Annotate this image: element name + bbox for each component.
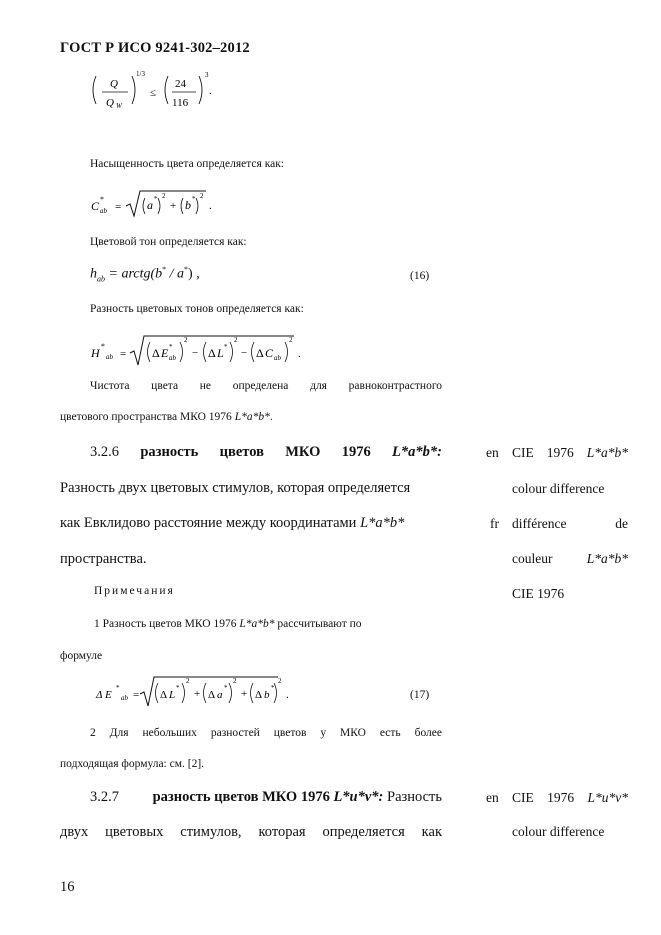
svg-text:*: * xyxy=(101,342,105,351)
svg-text:*: * xyxy=(100,195,104,204)
svg-text:*: * xyxy=(154,195,158,203)
svg-text:Δ E: Δ E xyxy=(96,689,112,701)
term-3-2-6-line-3: как Евклидово расстояние между координатами L*a*b* xyxy=(60,515,405,531)
svg-text:+: + xyxy=(241,688,248,700)
svg-text:C: C xyxy=(91,199,100,213)
term-3-2-7-line-1: 3.2.7 разность цветов МКО 1976 L*u*v*: Разность xyxy=(90,789,442,805)
svg-text:Δ: Δ xyxy=(208,689,216,701)
hue-def-text: Цветовой тон определяется как: xyxy=(90,236,247,248)
lang-en-2: en xyxy=(486,790,499,805)
lang-fr: fr xyxy=(490,516,499,531)
svg-text:2: 2 xyxy=(200,192,204,200)
svg-text:=: = xyxy=(120,348,127,360)
svg-text:*: * xyxy=(176,684,180,692)
svg-text:*: * xyxy=(224,684,228,692)
purity-line-1: Чистота цвета не определена для равноконтрастного xyxy=(90,380,442,392)
svg-text:2: 2 xyxy=(234,336,238,344)
svg-text:W: W xyxy=(116,102,122,110)
note-1-line-1: 1 Разность цветов МКО 1976 L*a*b* рассчитывают по xyxy=(94,618,362,630)
svg-text:.: . xyxy=(298,348,301,360)
en-term-2-line-1: CIE 1976 L*u*v* xyxy=(512,790,628,805)
svg-text:*: * xyxy=(192,195,196,203)
svg-text:L: L xyxy=(169,689,176,701)
fr-term-line-3: CIE 1976 xyxy=(512,586,565,601)
svg-text:*: * xyxy=(169,343,173,351)
svg-text:+: + xyxy=(170,200,177,212)
note-1-line-2: формуле xyxy=(60,650,103,662)
svg-text:*: * xyxy=(224,343,228,351)
hue-diff-def-text: Разность цветовых тонов определяется как: xyxy=(90,303,304,315)
svg-text:2: 2 xyxy=(186,677,190,685)
svg-text:b: b xyxy=(264,689,270,701)
svg-text:2: 2 xyxy=(162,192,166,200)
svg-text:=: = xyxy=(133,689,140,701)
svg-text:1/3: 1/3 xyxy=(136,70,145,78)
svg-text:2: 2 xyxy=(233,677,237,685)
svg-text:a: a xyxy=(217,689,223,701)
term-3-2-7-line-2: двух цветовых стимулов, которая определяется как xyxy=(60,824,442,840)
equation-number-17: (17) xyxy=(410,689,430,701)
formula-hue: $h_{ab}$ = arctg(b* / a*) , xyxy=(90,265,200,284)
saturation-text: Насыщенность цвета определяется как: xyxy=(90,158,284,170)
svg-text:L: L xyxy=(217,346,224,360)
svg-text:ab: ab xyxy=(121,694,128,702)
svg-text:2: 2 xyxy=(278,677,282,685)
svg-text:.: . xyxy=(286,689,289,701)
formula-hue-difference xyxy=(88,333,308,369)
svg-text:2: 2 xyxy=(184,336,188,344)
svg-text:3: 3 xyxy=(205,71,209,79)
svg-text:Δ: Δ xyxy=(208,346,216,360)
page-header: ГОСТ Р ИСО 9241-302–2012 xyxy=(60,40,250,56)
svg-text:C: C xyxy=(265,346,274,360)
svg-text:H: H xyxy=(91,346,100,360)
svg-text:.: . xyxy=(209,85,212,97)
formula-delta-e xyxy=(94,674,294,710)
en-term-1-line-1: CIE 1976 L*a*b* xyxy=(512,445,628,460)
svg-text:Δ: Δ xyxy=(152,346,160,360)
svg-text:Δ: Δ xyxy=(160,689,168,701)
fr-term-line-2: couleur L*a*b* xyxy=(512,551,628,566)
formula-qw: Q xyxy=(106,97,114,109)
svg-text:a: a xyxy=(147,198,153,212)
svg-text:b: b xyxy=(185,198,191,212)
note-2-line-2: подходящая формула: см. [2]. xyxy=(60,758,205,770)
svg-text:Δ: Δ xyxy=(255,689,263,701)
lang-en-1: en xyxy=(486,445,499,460)
svg-text:≤: ≤ xyxy=(150,87,157,99)
svg-text:2: 2 xyxy=(289,336,293,344)
term-3-2-6-line-4: пространства. xyxy=(60,551,147,567)
svg-text:24: 24 xyxy=(175,78,186,90)
notes-title: Примечания xyxy=(94,585,175,597)
svg-text:ab: ab xyxy=(100,207,107,215)
formula-q: Q xyxy=(110,78,118,90)
svg-text:ab: ab xyxy=(274,354,281,362)
svg-text:*: * xyxy=(271,684,275,692)
svg-text:Δ: Δ xyxy=(256,346,264,360)
svg-text:.: . xyxy=(209,200,212,212)
equation-number-16: (16) xyxy=(410,270,430,282)
svg-text:E: E xyxy=(161,346,169,360)
formula-q-ratio xyxy=(88,66,228,114)
svg-text:+: + xyxy=(194,688,201,700)
svg-text:−: − xyxy=(241,347,248,359)
svg-text:ab: ab xyxy=(106,353,113,361)
page-number: 16 xyxy=(60,879,75,895)
fr-term-line-1: différence de xyxy=(512,516,628,531)
svg-text:=: = xyxy=(115,201,122,213)
svg-text:−: − xyxy=(192,347,199,359)
note-2-line-1: 2 Для небольших разностей цветов у МКО есть более xyxy=(90,727,442,739)
svg-text:116: 116 xyxy=(172,97,189,109)
svg-text:*: * xyxy=(116,684,120,692)
en-term-1-line-2: colour difference xyxy=(512,481,605,496)
formula-chroma xyxy=(88,188,228,220)
en-term-2-line-2: colour difference xyxy=(512,824,605,839)
purity-line-2: цветового пространства МКО 1976 L*a*b*. xyxy=(60,411,273,423)
term-3-2-6-line-2: Разность двух цветовых стимулов, которая определяется xyxy=(60,480,411,496)
svg-text:ab: ab xyxy=(169,354,176,362)
term-3-2-6-line-1: 3.2.6 разность цветов МКО 1976 L*a*b*: xyxy=(90,444,442,460)
